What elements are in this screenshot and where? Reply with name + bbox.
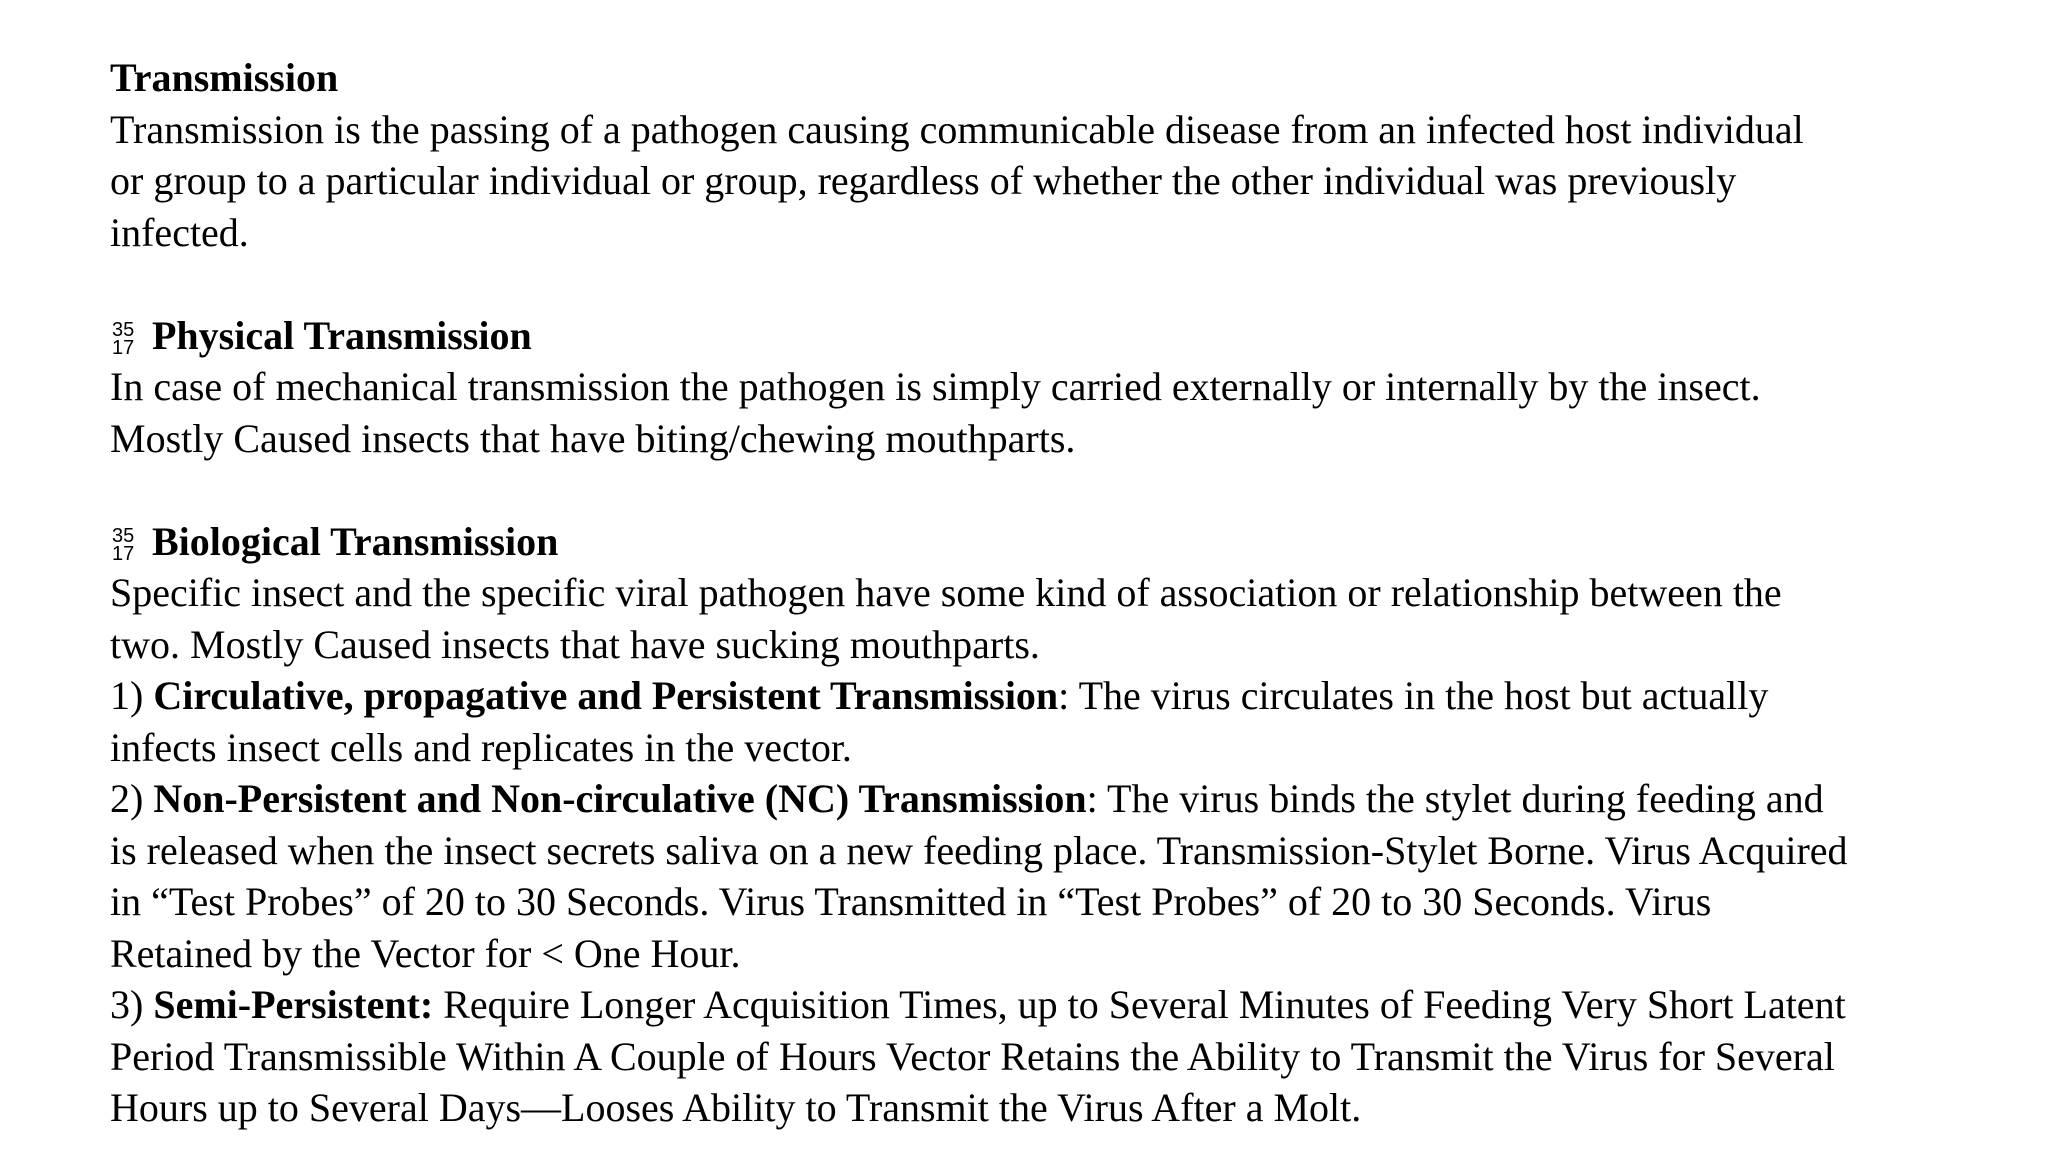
list-item-text: Require Longer Acquisition Times, up to Several Minutes of Feeding Very Short Latent — [433, 982, 1846, 1027]
section-heading-row-biological — [110, 516, 1990, 568]
paragraph-line: two. Mostly Caused insects that have sucking mouthparts. — [110, 621, 1040, 667]
paragraph-line: infected. — [110, 209, 249, 255]
list-item-term: Circulative, propagative and Persistent Transmission — [153, 673, 1059, 718]
list-item-number: 3) — [110, 982, 154, 1027]
list-item-term: Semi-Persistent: — [153, 982, 434, 1027]
paragraph-line: In case of mechanical transmission the pathogen is simply carried externally or internally by the insect. — [110, 364, 1761, 409]
list-item-2 — [110, 773, 1990, 825]
list-item-1 — [110, 670, 1990, 722]
isotope-marker — [110, 310, 140, 362]
paragraph-line: Period Transmissible Within A Couple of Hours Vector Retains the Ability to Transmit the Virus for Several — [110, 1033, 1835, 1079]
list-item-number: 2) — [110, 776, 154, 821]
list-item-text: : The virus binds the stylet during feeding and — [1086, 776, 1824, 821]
paragraph-line: infects insect cells and replicates in the vector. — [110, 724, 852, 770]
isotope-mass-number: 35 — [112, 524, 135, 547]
list-item-number: 1) — [110, 673, 154, 718]
paragraph-line: Hours up to Several Days—Looses Ability to Transmit the Virus After a Molt. — [110, 1085, 1362, 1130]
section-heading-transmission: Transmission — [110, 55, 339, 100]
isotope-marker — [110, 516, 140, 568]
paragraph-line: Transmission is the passing of a pathogen causing communicable disease from an infected host individual — [110, 106, 1804, 152]
list-item-text: : The virus circulates in the host but actually — [1058, 673, 1769, 718]
section-heading-row-physical — [110, 310, 1990, 362]
paragraph-line: Mostly Caused insects that have biting/chewing mouthparts. — [110, 415, 1076, 461]
paragraph-line: is released when the insect secrets saliva on a new feeding place. Transmission-Stylet Borne. Virus Acquired — [110, 827, 1848, 873]
list-item-term: Non-Persistent and Non-circulative (NC) Transmission — [153, 776, 1087, 821]
paragraph-line: or group to a particular individual or group, regardless of whether the other individual was previously — [110, 158, 1737, 203]
isotope-mass-number: 35 — [112, 318, 135, 341]
section-heading-physical: Physical Transmission — [152, 312, 532, 358]
paragraph-spacer — [110, 464, 1990, 516]
document-body — [110, 52, 1990, 1134]
section-heading-biological: Biological Transmission — [152, 518, 559, 564]
paragraph-line: Specific insect and the specific viral pathogen have some kind of association or relationship between the — [110, 570, 1782, 615]
list-item-3 — [110, 979, 1990, 1031]
isotope-atomic-number: 17 — [112, 336, 135, 359]
isotope-atomic-number: 17 — [112, 542, 135, 565]
paragraph-line: in “Test Probes” of 20 to 30 Seconds. Virus Transmitted in “Test Probes” of 20 to 30 Seconds. Virus — [110, 879, 1712, 924]
paragraph-line: Retained by the Vector for < One Hour. — [110, 930, 741, 976]
paragraph-spacer — [110, 258, 1990, 310]
